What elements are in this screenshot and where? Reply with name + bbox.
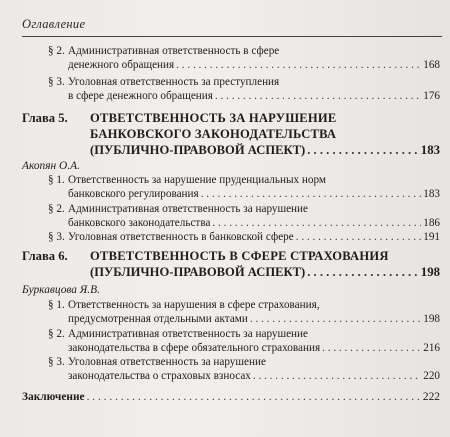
- entry-title-cont: банковского регулирования: [68, 187, 199, 200]
- dot-leader: [307, 265, 419, 281]
- entry-title: Административная ответственность в сфере: [68, 45, 280, 57]
- section-number: § 3.: [48, 76, 65, 88]
- chapter-title-cont: (ПУБЛИЧНО-ПРАВОВОЙ АСПЕКТ): [90, 143, 306, 157]
- section-number: § 1.: [48, 299, 65, 311]
- dot-leader: [176, 59, 421, 73]
- page-number: 220: [423, 369, 440, 382]
- entry-title: Уголовная ответственность в банковской сфере: [68, 231, 294, 243]
- entry-title: Ответственность за нарушения в сфере страхования,: [68, 299, 320, 311]
- author-name: Буркавцова Я.В.: [22, 284, 100, 296]
- dot-leader: [296, 231, 422, 245]
- dot-leader: [212, 217, 421, 231]
- header-rule: [22, 36, 442, 37]
- page-number: 168: [423, 58, 440, 71]
- running-head: Оглавление: [22, 17, 86, 31]
- chapter-number: Глава 5.: [22, 111, 68, 125]
- page-number: 198: [420, 265, 440, 279]
- section-number: § 3.: [48, 231, 65, 243]
- dot-leader: [253, 370, 421, 384]
- conclusion-label: Заключение: [22, 391, 85, 403]
- entry-title-cont: денежного обращения: [68, 58, 175, 71]
- chapter-title: ОТВЕТСТВЕННОСТЬ ЗА НАРУШЕНИЕ: [90, 111, 337, 125]
- page-number: 198: [423, 312, 440, 325]
- entry-title: Административная ответственность за нарушение: [68, 203, 309, 215]
- entry-title-cont: законодательства в сфере обязательного страхования: [68, 341, 321, 354]
- page-number: 191: [423, 231, 440, 243]
- chapter-title-cont: (ПУБЛИЧНО-ПРАВОВОЙ АСПЕКТ): [90, 265, 306, 279]
- entry-title: Ответственность за нарушение пруденциальных норм: [68, 174, 326, 186]
- section-number: § 3.: [48, 356, 65, 368]
- entry-title: Уголовная ответственность за нарушение: [68, 356, 266, 368]
- dot-leader: [250, 313, 421, 327]
- page-number: 183: [423, 187, 440, 200]
- dot-leader: [215, 90, 421, 104]
- dot-leader: [201, 188, 422, 202]
- section-number: § 2.: [48, 328, 65, 340]
- entry-title-cont: в сфере денежного обращения: [68, 89, 213, 102]
- dot-leader: [307, 143, 419, 159]
- page-number: 186: [423, 216, 440, 229]
- page-number: 183: [420, 143, 440, 157]
- page-number: 216: [423, 341, 440, 354]
- entry-title-cont: законодательства о страховых взносах: [68, 369, 251, 382]
- toc-entry-conclusion[interactable]: [22, 391, 440, 403]
- chapter-title: ОТВЕТСТВЕННОСТЬ В СФЕРЕ СТРАХОВАНИЯ: [90, 249, 389, 263]
- chapter-number: Глава 6.: [22, 249, 68, 263]
- page-number: 176: [423, 89, 440, 102]
- entry-title-cont: предусмотренная отдельными актами: [68, 312, 248, 325]
- entry-title: Уголовная ответственность за преступления: [68, 76, 280, 88]
- entry-title-cont: банковского законодательства: [68, 216, 211, 229]
- dot-leader: [87, 391, 421, 403]
- section-number: § 2.: [48, 45, 65, 57]
- page-number: 222: [422, 391, 440, 403]
- section-number: § 2.: [48, 203, 65, 215]
- dot-leader: [322, 342, 421, 356]
- section-number: § 1.: [48, 174, 65, 186]
- chapter-title-cont: БАНКОВСКОГО ЗАКОНОДАТЕЛЬСТВА: [90, 127, 337, 141]
- author-name: Акопян О.А.: [22, 160, 80, 172]
- entry-title: Административная ответственность за нарушение: [68, 328, 309, 340]
